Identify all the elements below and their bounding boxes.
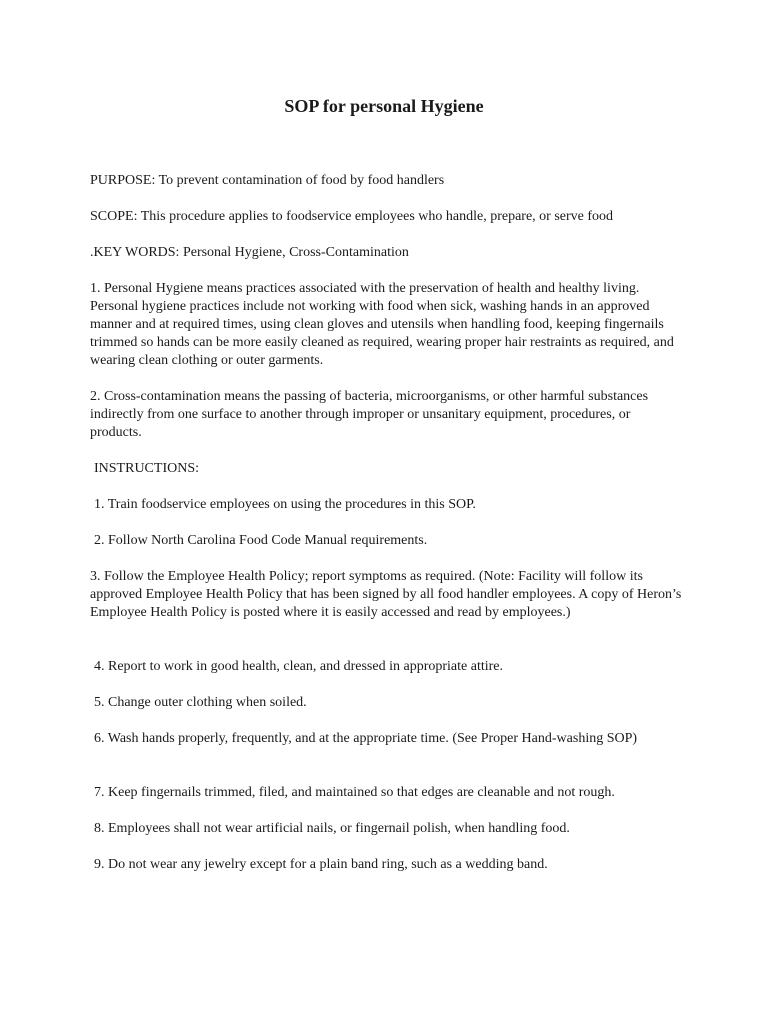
document-title: SOP for personal Hygiene: [284, 96, 484, 116]
instruction-item: 6. Wash hands properly, frequently, and at the appropriate time. (See Proper Hand-washing SOP): [94, 731, 638, 746]
instruction-item: 1. Train foodservice employees on using the procedures in this SOP.: [94, 497, 476, 512]
definition-personal-hygiene: 1. Personal Hygiene means practices associated with the preservation of health and healthy living. Personal hygiene practices include not working with food when sick, washing hands in an approved manner and at required times, using clean gloves and utensils when handling food, keeping fingernails trimmed so hands can be more easily cleaned as required, wearing proper hair restraints as required, and wearing clean clothing or outer garments.: [90, 281, 674, 368]
purpose-statement: PURPOSE: To prevent contamination of food by food handlers: [90, 173, 445, 188]
key-words: .KEY WORDS: Personal Hygiene, Cross-Contamination: [90, 245, 409, 260]
instruction-item: 3. Follow the Employee Health Policy; report symptoms as required. (Note: Facility will follow its approved Employee Health Policy that has been signed by all food handler employees. A copy of Heron’s Employee Health Policy is posted where it is easily accessed and read by employees.): [90, 569, 682, 620]
instruction-item: 8. Employees shall not wear artificial nails, or fingernail polish, when handling food.: [94, 821, 570, 836]
definition-cross-contamination: 2. Cross-contamination means the passing of bacteria, microorganisms, or other harmful substances indirectly from one surface to another through improper or unsanitary equipment, procedures, or products.: [90, 389, 649, 440]
instruction-item: 7. Keep fingernails trimmed, filed, and maintained so that edges are cleanable and not rough.: [94, 785, 615, 800]
instruction-item: 4. Report to work in good health, clean, and dressed in appropriate attire.: [94, 659, 503, 674]
instruction-item: 5. Change outer clothing when soiled.: [94, 695, 307, 710]
scope-statement: SCOPE: This procedure applies to foodservice employees who handle, prepare, or serve food: [90, 209, 614, 224]
instruction-item: 9. Do not wear any jewelry except for a plain band ring, such as a wedding band.: [94, 857, 548, 872]
instruction-item: 2. Follow North Carolina Food Code Manual requirements.: [94, 533, 428, 548]
instructions-heading: INSTRUCTIONS:: [94, 461, 200, 476]
